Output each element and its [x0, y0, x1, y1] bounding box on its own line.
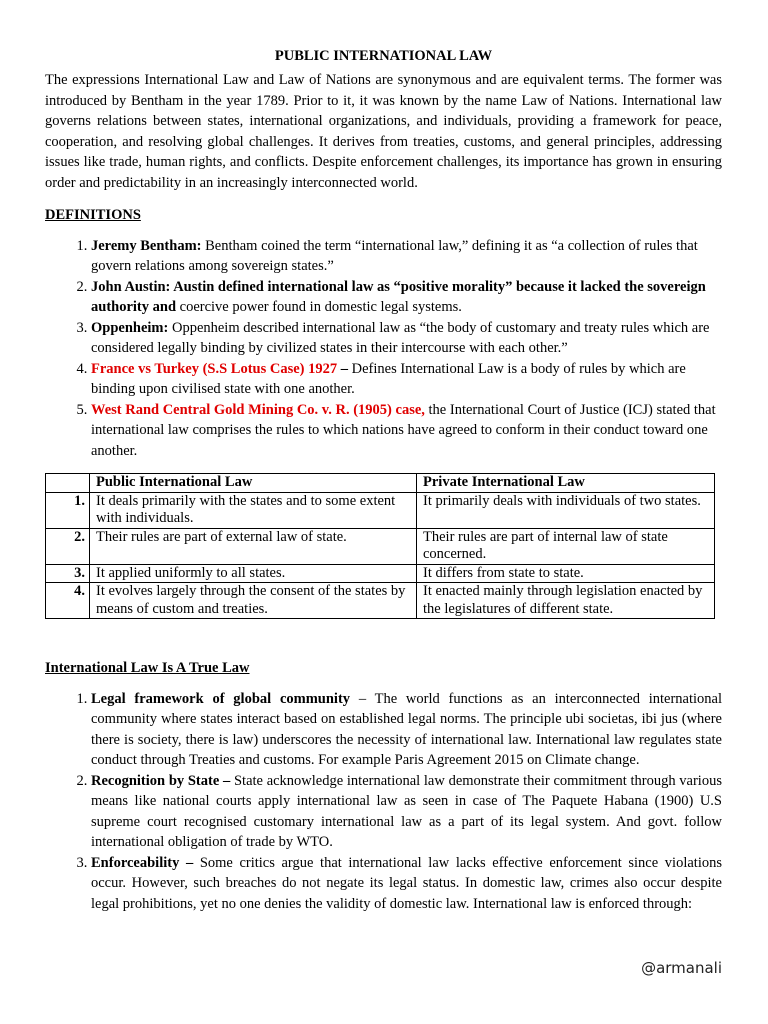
row-number: 1.	[46, 492, 90, 528]
author-watermark: @armanali	[641, 959, 722, 977]
true-law-text: State acknowledge international law demonstrate their commitment through various means like national courts apply international law as seen in case of The Paquete Habana (1900) U.S supreme court recognised customary international law as a part of its legal system. And govt. follow international obligation of trade by WTO.	[91, 772, 722, 850]
private-cell: Their rules are part of internal law of state concerned.	[417, 528, 715, 564]
definition-lead: Jeremy Bentham:	[91, 237, 202, 254]
true-law-list	[45, 689, 722, 915]
public-cell: It evolves largely through the consent of the states by means of custom and treaties.	[90, 583, 417, 619]
public-cell: It applied uniformly to all states.	[90, 564, 417, 583]
definition-item	[91, 400, 722, 462]
private-cell: It enacted mainly through legislation enacted by the legislatures of different state.	[417, 583, 715, 619]
private-cell: It differs from state to state.	[417, 564, 715, 583]
definition-lead: John Austin: Austin defined international law as “positive morality” because it lacked the sovereign authority and	[91, 278, 706, 315]
true-law-lead: Enforceability –	[91, 854, 194, 871]
table-row	[46, 583, 715, 619]
row-number: 4.	[46, 583, 90, 619]
definition-item	[91, 236, 722, 277]
table-header-public: Public International Law	[90, 474, 417, 493]
document-page	[45, 46, 722, 914]
definition-lead: Oppenheim:	[91, 319, 169, 336]
definition-text: the International Court of Justice (ICJ) stated that international law comprises the rules to which nations have agreed to conform in their conduct toward one another.	[91, 401, 716, 459]
true-law-text: – The world functions as an interconnected international community where states interact based on established legal norms. The principle ubi societas, ibi jus (where there is society, there is law) underscores the necessity of international law. International law regulates state conduct through Treaties and customs. For example Paris Agreement 2015 on Climate change.	[91, 690, 722, 768]
table-row	[46, 492, 715, 528]
public-cell: It deals primarily with the states and to some extent with individuals.	[90, 492, 417, 528]
definition-item	[91, 318, 722, 359]
true-law-text: Some critics argue that international law lacks effective enforcement since violations occur. However, such breaches do not negate its legal status. In domestic law, crimes also occur despite legal prohibitions, yet no one denies the validity of domestic law. International law is enforced through:	[91, 854, 722, 912]
definition-text: Bentham coined the term “international law,” defining it as “a collection of rules that govern relations among sovereign states.”	[91, 237, 698, 274]
true-law-lead: Legal framework of global community	[91, 690, 351, 707]
definition-item	[91, 277, 722, 318]
true-law-lead: Recognition by State –	[91, 772, 231, 789]
definitions-heading: DEFINITIONS	[45, 207, 141, 223]
private-cell: It primarily deals with individuals of two states.	[417, 492, 715, 528]
table-header-num	[46, 474, 90, 493]
true-law-item	[91, 853, 722, 915]
page-title: PUBLIC INTERNATIONAL LAW	[274, 48, 493, 64]
case-name: West Rand Central Gold Mining Co. v. R. (1905) case,	[91, 401, 425, 418]
table-header-private: Private International Law	[417, 474, 715, 493]
definition-text: coercive power found in domestic legal systems.	[176, 299, 462, 315]
definition-dash: –	[337, 360, 348, 377]
table-row	[46, 528, 715, 564]
definition-text: Defines International Law is a body of rules by which are binding upon civilised state with one another.	[91, 360, 686, 397]
comparison-table	[45, 473, 715, 619]
true-law-item	[91, 771, 722, 853]
row-number: 3.	[46, 564, 90, 583]
public-cell: Their rules are part of external law of state.	[90, 528, 417, 564]
table-header-row	[46, 474, 715, 493]
table-row	[46, 564, 715, 583]
true-law-heading: International Law Is A True Law	[45, 660, 250, 676]
intro-paragraph: The expressions International Law and Law of Nations are synonymous and are equivalent terms. The former was introduced by Bentham in the year 1789. Prior to it, it was known by the name Law of Nations. International law governs relations between states, international organizations, and individuals, providing a framework for peace, cooperation, and resolving global challenges. It derives from treaties, customs, and general principles, addressing issues like trade, human rights, and conflicts. Despite enforcement challenges, its importance has grown in ensuring order and predictability in an increasingly interconnected world.	[45, 72, 722, 191]
definition-text: Oppenheim described international law as “the body of customary and treaty rules which are considered legally binding by civilized states in their intercourse with each other.”	[91, 319, 710, 356]
definitions-list	[45, 236, 722, 462]
true-law-item	[91, 689, 722, 771]
definition-item	[91, 359, 722, 400]
case-name: France vs Turkey (S.S Lotus Case) 1927	[91, 360, 338, 377]
row-number: 2.	[46, 528, 90, 564]
